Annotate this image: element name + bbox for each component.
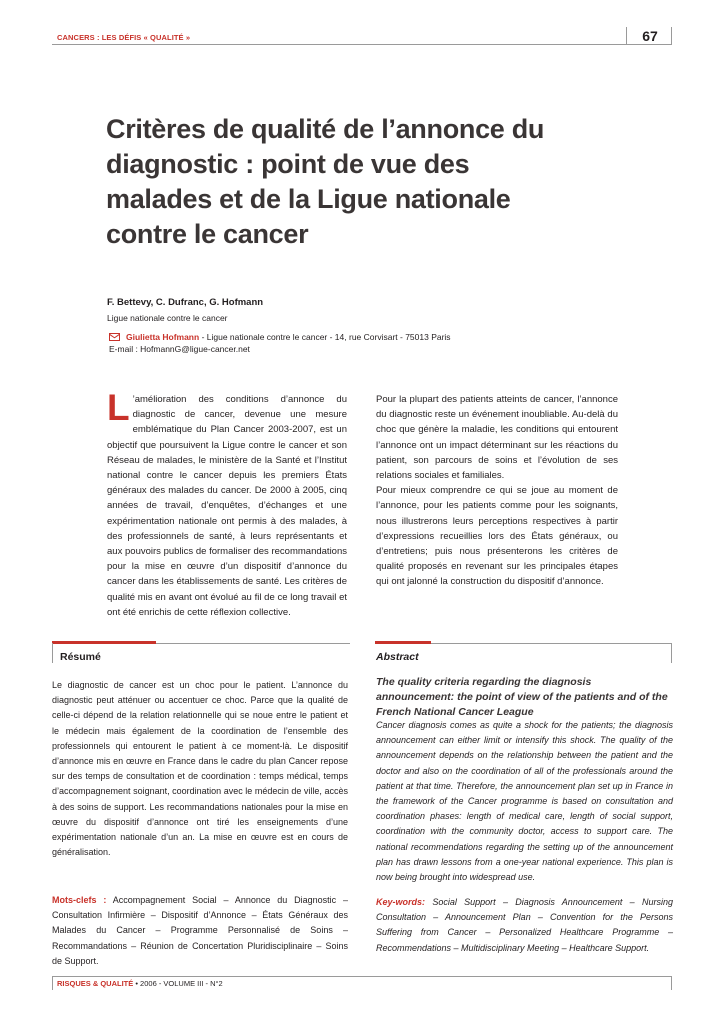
contact-email: E-mail : HofmannG@ligue-cancer.net: [109, 344, 250, 354]
page-number: 67: [642, 28, 658, 44]
affiliation: Ligue nationale contre le cancer: [107, 313, 228, 323]
footer-rule: [52, 976, 672, 977]
page-number-box: [626, 27, 672, 45]
contact-info: [109, 331, 629, 355]
running-header: CANCERS : LES DÉFIS « QUALITÉ »: [57, 33, 191, 42]
resume-frame-line: [52, 643, 53, 663]
journal-issue: • 2006 - VOLUME III - N°2: [133, 979, 223, 988]
keywords-fr-list: Accompagnement Social – Annonce du Diagnostic – Consultation Infirmière – Dispositif d’Annonce – États Généraux des Malades du Cancer – Programme Personnalisé de Soins – Recommandations – Réunion de Concertation Pluridisciplinaire – Soins de Support.: [52, 895, 348, 966]
authors: F. Bettevy, C. Dufranc, G. Hofmann: [107, 297, 264, 308]
journal-name: RISQUES & QUALITÉ: [57, 979, 134, 988]
keywords-en-list: Social Support – Diagnosis Announcement – Nursing Consultation – Announcement Plan – Convention for the Persons Suffering from Cancer – Personalized Healthcare Programme – Recommendations – Multidisciplinary Meeting – Healthcare Support.: [376, 897, 673, 953]
resume-heading: Résumé: [60, 651, 101, 663]
keywords-fr-label: Mots-clefs :: [52, 895, 107, 905]
intro-right-column: [376, 392, 618, 590]
footer: [57, 979, 223, 988]
contact-name: Giulietta Hofmann: [126, 332, 200, 342]
contact-address: - Ligue nationale contre le cancer - 14, rue Corvisart - 75013 Paris: [199, 332, 451, 342]
abstract-title: The quality criteria regarding the diagnosis announcement: the point of view of the patients and of the French National Cancer League: [376, 676, 668, 718]
header-rule: [52, 44, 672, 45]
drop-cap: L: [107, 387, 130, 428]
resume-text: Le diagnostic de cancer est un choc pour le patient. L’annonce du diagnostic peut atténuer ou accentuer ce choc. Parce que la qualité de celle-ci dépend de la relation relationnelle qui se noue entre le patient et le médecin mais également de la coordination de l’ensemble des professionnels qui entourent le patient à ce moment-là. Le dispositif d’annonce mis en œuvre en France dans le cadre du plan Cancer repose sur des temps de consultation et de coordination : temps médical, temps d’accompagnement soignant, coordination avec le médecin de ville, accès à des soins de support. Les recommandations nationales pour la mise en œuvre du dispositif d’annonce ont tiré les enseignements d’une expérimentation nationale d’un an. La mise en œuvre est en cours de généralisation.: [52, 680, 348, 858]
envelope-icon: [109, 333, 120, 341]
abstract-text: Cancer diagnosis comes as quite a shock for the patients; the diagnosis announcement can either limit or intensify this shock. The quality of the announcement depends on the relationship between the patient and the doctor and also on the coordination of all of the professionals around the patient at that time. Therefore, the announcement plan set up in France in the framework of the Cancer programme is based on consultation and coordination phases: length of medical care, length of social support, coordination with the community doctor, access to support care. The national recommendations regarding the setting up of the announcement plan has drawn lessons from a one-year national experience. This plan is now being brought into widespread use.: [376, 720, 673, 883]
abstract-frame-line: [671, 643, 672, 663]
article-title: Critères de qualité de l’annonce du diagnostic : point de vue des malades et de la Ligue nationale contre le cancer: [106, 114, 545, 249]
keywords-fr: [52, 893, 348, 969]
footer-frame-right: [671, 976, 672, 990]
intro-paragraph-1: Pour la plupart des patients atteints de cancer, l’annonce du diagnostic reste un événement inoubliable. Au-delà du choc que génère la maladie, les conditions qui entourent l’annonce ont un impact déterminant sur les réactions du patient, son parcours de soins et l’évolution de ses relations sociales et familiales.: [376, 394, 618, 482]
abstract-accent-bar: [375, 641, 431, 644]
abstract-heading: Abstract: [376, 651, 419, 663]
intro-paragraph-2: Pour mieux comprendre ce qui se joue au moment de l’annonce, pour les patients comme pour les soignants, nous illustrerons leurs perceptions respectives à partir d’expressions recueillies lors des États généraux, ou d’entretiens; puis nous présenterons les critères de qualité proposés en revenant sur les principales étapes qui ont jalonné la construction du dispositif d’annonce.: [376, 485, 618, 588]
intro-left-text: ’amélioration des conditions d’annonce du diagnostic de cancer, devenue une mesure emblématique du Plan Cancer 2003-2007, est un objectif que poursuivent la Ligue contre le cancer et son Réseau de malades, le ministère de la Santé et l’Institut national contre le cancer depuis les premiers États généraux des malades du cancer. De 2000 à 2005, cinq années de travail, d’enquêtes, d’échanges et une expérimentation nationale ont permis à des malades, à des professionnels de santé, à leurs représentants et aux pouvoirs publics de formaliser des recommandations pour la mise en œuvre d’un dispositif d’annonce du cancer dans les établissements de santé. Les critères de qualité mis en avant ont évolué au fil de ce long travail et ont été enrichis de cette réflexion collective.: [107, 394, 347, 618]
keywords-en-label: Key-words:: [376, 897, 426, 907]
intro-left-column: [107, 387, 347, 620]
keywords-en: [376, 895, 673, 956]
resume-accent-bar: [52, 641, 156, 644]
footer-frame-left: [52, 976, 53, 990]
